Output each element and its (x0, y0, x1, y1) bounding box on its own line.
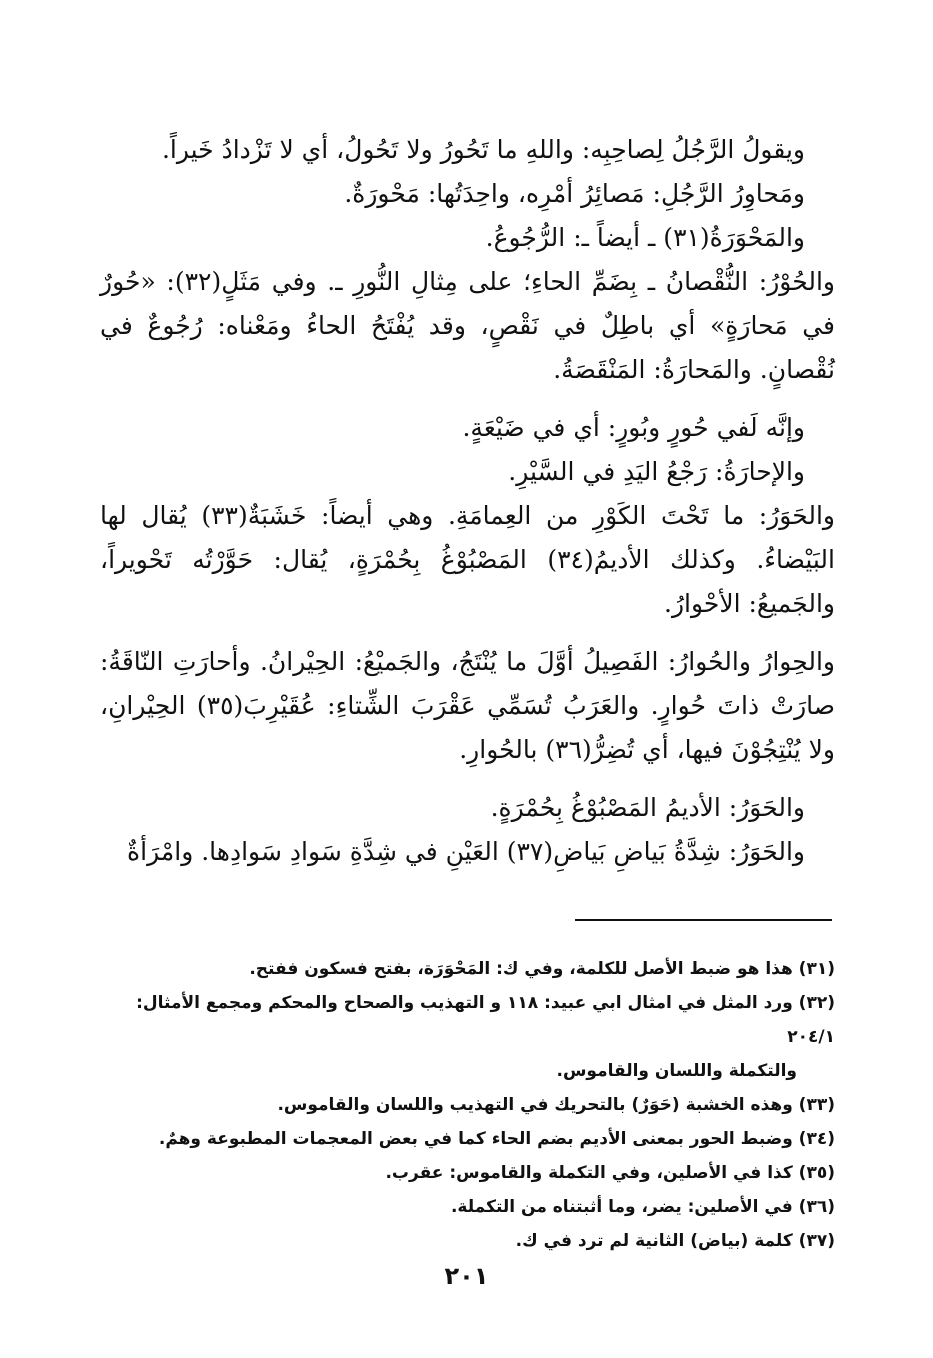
paragraph-4: والحُوْرُ: النُّقْصانُ ـ بِضَمِّ الحاءِ؛ على مِثالِ النُّورِ ـ. وفي مَثَلٍ(٣٢): «حُورٌ في مَحارَةٍ» أي باطِلٌ في نَقْصٍ، وقد يُفْتَحُ الحاءُ ومَعْناه: رُجُوعٌ في نُقْصانٍ. والمَحارَةُ: المَنْقَصَةُ. (100, 267, 835, 384)
paragraph-1: ويقولُ الرَّجُلُ لِصاحِبِه: واللهِ ما تَحُورُ ولا تَحُولُ، أي لا تَزْدادُ خَيراً. (161, 135, 805, 164)
footnote-33: (٣٣) وهذه الخشبة (حَوَرٌ) بالتحريك في التهذيب واللسان والقاموس. (277, 1095, 835, 1115)
page-number: ٢٠١ (444, 1262, 489, 1290)
footnote-32-continuation: والتكملة واللسان والقاموس. (556, 1061, 797, 1081)
main-text (100, 128, 835, 874)
paragraph-8: والحِوارُ والحُوارُ: الفَصِيلُ أوَّلَ ما يُنْتَجُ، والجَميْعُ: الحِيْرانُ. وأحارَتِ النّاقَةُ: صارَتْ ذاتَ حُوارٍ. والعَرَبُ تُسَمِّي عَقْرَبَ الشِّتاءِ: عُقَيْرِبَ(٣٥) الحِيْرانِ، ولا يُنْتِجُوْنَ فيها، أي تُضِرُّ(٣٦) بالحُوارِ. (100, 647, 835, 764)
footnote-31: (٣١) هذا هو ضبط الأصل للكلمة، وفي ك: المَحْوَرَة، بفتح فسكون ففتح. (249, 959, 835, 979)
footnote-36: (٣٦) في الأصلين: يضر، وما أثبتناه من التكملة. (450, 1197, 835, 1217)
footnote-37: (٣٧) كلمة (بياض) الثانية لم ترد في ك. (515, 1231, 835, 1251)
footnote-34: (٣٤) وضبط الحور بمعنى الأديم بضم الحاء كما في بعض المعجمات المطبوعة وهمٌ. (158, 1129, 835, 1149)
paragraph-10: والحَوَرُ: شِدَّةُ بَياضِ بَياضِ(٣٧) العَيْنِ في شِدَّةِ سَوادِ سَوادِها. وامْرَأةٌ (127, 837, 805, 866)
paragraph-7: والحَوَرُ: ما تَحْتَ الكَوْرِ من العِمامَةِ. وهي أيضاً: خَشَبَةٌ(٣٣) يُقال لها البَيْضاءُ. وكذلك الأديمُ(٣٤) المَصْبُوْغُ بِحُمْرَةٍ، يُقال: حَوَّرْتُه تَحْويراً، والجَميعُ: الأحْوارُ. (100, 501, 835, 618)
paragraph-9: والحَوَرُ: الأديمُ المَصْبُوْغُ بِحُمْرَةٍ. (490, 793, 805, 822)
footnote-32: (٣٢) ورد المثل في امثال ابي عبيد: ١١٨ و التهذيب والصحاح والمحكم ومجمع الأمثال: ٢٠٤/١ (136, 993, 835, 1047)
footnote-35: (٣٥) كذا في الأصلين، وفي التكملة والقاموس: عقرب. (385, 1163, 835, 1183)
paragraph-6: والإحارَةُ: رَجْعُ اليَدِ في السَّيْرِ. (508, 457, 805, 486)
paragraph-5: وإنَّه لَفي حُورٍ وبُورٍ: أي في ضَيْعَةٍ. (462, 413, 805, 442)
paragraph-3: والمَحْوَرَةُ(٣١) ـ أيضاً ـ: الرُّجُوعُ. (485, 223, 805, 252)
paragraph-2: ومَحاوِرُ الرَّجُلِ: مَصائِرُ أمْرِه، واحِدَتُها: مَحْورَةٌ. (344, 179, 805, 208)
footnote-divider (575, 919, 832, 921)
footnotes (100, 952, 835, 1258)
